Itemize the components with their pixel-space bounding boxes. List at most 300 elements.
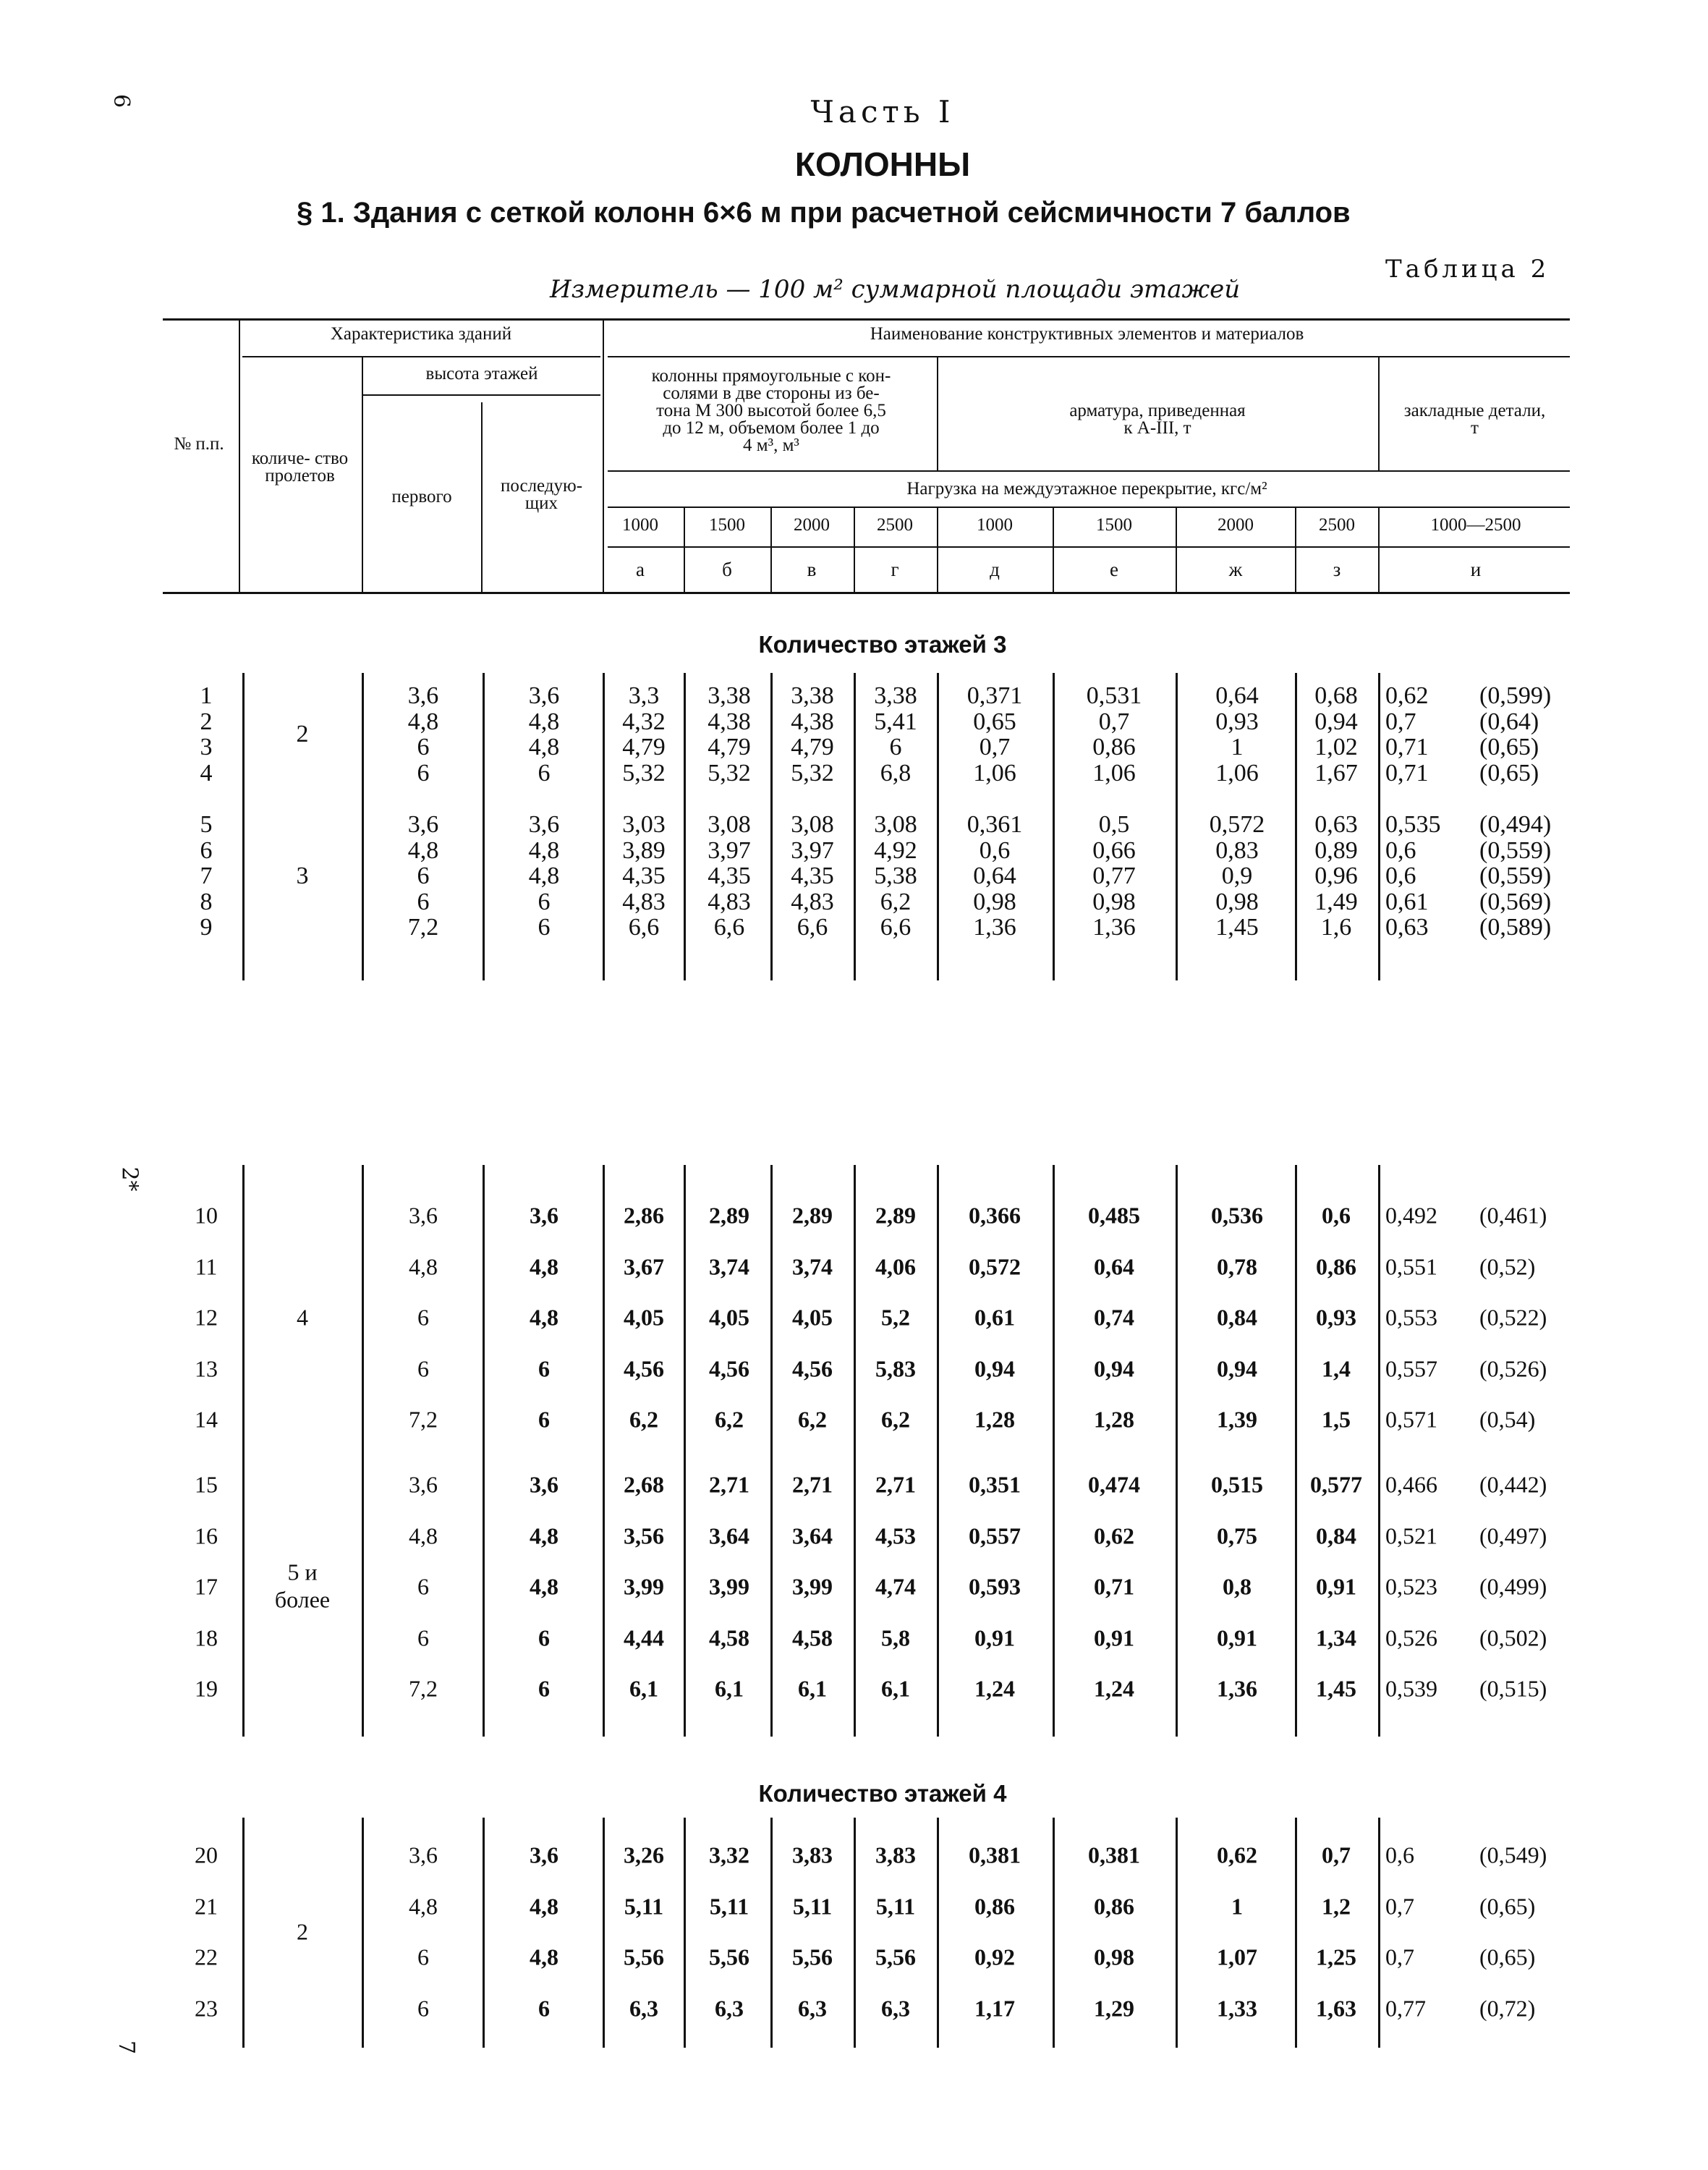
value-cell: 4,74 — [875, 1573, 916, 1600]
embedded-value: 0,77 — [1385, 1995, 1426, 2021]
height-first: 4,8 — [407, 836, 439, 864]
value-cell: 2,71 — [792, 1471, 833, 1498]
embedded-value-alt: (0,559) — [1479, 863, 1552, 889]
value-cell: 1,45 — [1215, 914, 1259, 941]
header-separator — [1053, 508, 1054, 592]
header-floor-height: высота этажей — [425, 364, 538, 383]
header-letter: и — [1470, 559, 1482, 580]
value-cell: 4,05 — [624, 1304, 664, 1331]
value-cell: 0,68 — [1314, 682, 1358, 709]
value-cell: 0,63 — [1314, 811, 1358, 838]
column-rule — [1176, 673, 1178, 980]
row-number: 1 — [200, 682, 213, 709]
value-cell: 6,2 — [880, 888, 912, 915]
value-cell: 5,32 — [622, 759, 666, 787]
value-cell: 2,89 — [792, 1202, 833, 1229]
spans-count: 2 — [296, 721, 309, 748]
value-cell: 0,94 — [1314, 708, 1358, 735]
value-cell: 0,98 — [1215, 888, 1259, 915]
value-cell: 6,2 — [798, 1406, 827, 1433]
spans-count: 4 — [297, 1304, 308, 1331]
header-letter: г — [891, 559, 899, 580]
value-cell: 4,38 — [791, 708, 834, 735]
embedded-value: 0,7 — [1385, 708, 1416, 735]
height-first: 6 — [417, 1355, 429, 1381]
value-cell: 0,94 — [1217, 1355, 1257, 1381]
value-cell: 0,86 — [1316, 1253, 1356, 1279]
row-number: 8 — [200, 888, 213, 915]
value-cell: 0,96 — [1314, 863, 1358, 889]
header-letter: ж — [1228, 559, 1243, 580]
value-cell: 3,26 — [624, 1841, 664, 1868]
value-cell: 0,98 — [1094, 1944, 1134, 1970]
value-cell: 3,67 — [624, 1253, 664, 1279]
value-cell: 5,83 — [875, 1355, 916, 1381]
header-letter: е — [1110, 559, 1118, 580]
value-cell: 0,98 — [1092, 888, 1136, 915]
column-rule — [483, 673, 485, 980]
value-cell: 0,65 — [973, 708, 1016, 735]
column-rule — [1378, 673, 1380, 980]
value-cell: 0,91 — [974, 1624, 1015, 1650]
height-first: 7,2 — [409, 1675, 438, 1702]
header-load-value: 1000 — [977, 515, 1013, 535]
value-cell: 0,86 — [1092, 734, 1136, 760]
value-cell: 1,2 — [1322, 1893, 1351, 1919]
value-cell: 4,83 — [708, 888, 751, 915]
table-label: Таблица 2 — [1385, 255, 1550, 284]
value-cell: 6,6 — [796, 914, 828, 941]
header-load-value: 2000 — [1218, 515, 1254, 535]
header-letter: а — [636, 559, 645, 580]
value-cell: 0,572 — [969, 1253, 1021, 1279]
value-cell: 3,3 — [628, 682, 660, 709]
height-first: 4,8 — [407, 708, 439, 735]
value-cell: 2,89 — [709, 1202, 749, 1229]
value-cell: 6,3 — [629, 1995, 658, 2021]
value-cell: 3,08 — [874, 811, 917, 838]
column-rule — [362, 673, 364, 980]
value-cell: 0,531 — [1086, 682, 1142, 709]
value-cell: 4,92 — [874, 836, 917, 864]
value-cell: 4,05 — [709, 1304, 749, 1331]
height-next: 3,6 — [530, 1471, 558, 1498]
header-load: Нагрузка на междуэтажное перекрытие, кгс/м² — [906, 479, 1267, 499]
value-cell: 0,94 — [1094, 1355, 1134, 1381]
column-rule — [770, 673, 773, 980]
row-number: 4 — [200, 759, 213, 787]
height-next: 4,8 — [528, 836, 560, 864]
value-cell: 4,35 — [622, 863, 666, 889]
value-cell: 0,536 — [1211, 1202, 1263, 1229]
value-cell: 0,64 — [1094, 1253, 1134, 1279]
value-cell: 0,7 — [1098, 708, 1130, 735]
height-first: 3,6 — [409, 1841, 438, 1868]
value-cell: 3,64 — [792, 1522, 833, 1548]
value-cell: 2,71 — [709, 1471, 749, 1498]
value-cell: 3,89 — [622, 836, 666, 864]
spans-count: 5 и — [287, 1559, 318, 1585]
header-letter: б — [722, 559, 732, 580]
column-rule — [684, 673, 686, 980]
embedded-value: 0,6 — [1385, 863, 1416, 889]
value-cell: 0,71 — [1094, 1573, 1134, 1600]
value-cell: 0,77 — [1092, 863, 1136, 889]
height-first: 6 — [417, 734, 430, 760]
header-spans: количе- ство пролетов — [251, 449, 349, 486]
column-rule — [1295, 673, 1297, 980]
embedded-value: 0,571 — [1385, 1406, 1437, 1433]
height-first: 7,2 — [407, 914, 439, 941]
value-cell: 6,6 — [713, 914, 745, 941]
value-cell: 4,79 — [622, 734, 666, 760]
row-number: 6 — [200, 836, 213, 864]
header-separator — [1295, 508, 1296, 592]
value-cell: 1,02 — [1314, 734, 1358, 760]
column-rule — [242, 1165, 245, 1737]
height-next: 3,6 — [528, 811, 560, 838]
header-separator — [684, 508, 685, 592]
value-cell: 1,28 — [1094, 1406, 1134, 1433]
value-cell: 1,39 — [1217, 1406, 1257, 1433]
column-rule — [854, 1818, 856, 2048]
header-first: первого — [391, 487, 452, 507]
embedded-value-alt: (0,65) — [1479, 1893, 1536, 1919]
embedded-value: 0,521 — [1385, 1522, 1437, 1548]
column-rule — [937, 1165, 939, 1737]
value-cell: 0,75 — [1217, 1522, 1257, 1548]
row-number: 21 — [195, 1893, 218, 1919]
spans-count: 2 — [297, 1918, 308, 1945]
header-load-value: 2000 — [794, 515, 830, 535]
embedded-value: 0,551 — [1385, 1253, 1437, 1279]
value-cell: 1,36 — [1092, 914, 1136, 941]
header-columns-desc: колонны прямоугольные с кон- солями в две стороны из бе- тона М 300 высотой более 6,5 до 12 м, объемом более 1 до 4 м³, м³ — [651, 366, 891, 455]
embedded-value: 0,523 — [1385, 1573, 1437, 1600]
value-cell: 4,32 — [622, 708, 666, 735]
height-next: 6 — [538, 759, 551, 787]
column-rule — [1295, 1165, 1297, 1737]
embedded-value-alt: (0,442) — [1479, 1471, 1547, 1498]
row-number: 9 — [200, 914, 213, 941]
value-cell: 0,7 — [1322, 1841, 1351, 1868]
section-title: § 1. Здания с сеткой колонн 6×6 м при расчетной сейсмичности 7 баллов — [297, 197, 1351, 229]
column-rule — [483, 1818, 485, 2048]
row-number: 11 — [195, 1253, 218, 1279]
value-cell: 0,515 — [1211, 1471, 1263, 1498]
value-cell: 4,05 — [792, 1304, 833, 1331]
row-number: 18 — [195, 1624, 218, 1650]
embedded-value: 0,539 — [1385, 1675, 1437, 1702]
value-cell: 1,29 — [1094, 1995, 1134, 2021]
value-cell: 5,32 — [791, 759, 834, 787]
value-cell: 6,6 — [880, 914, 912, 941]
embedded-value: 0,6 — [1385, 836, 1416, 864]
value-cell: 3,03 — [622, 811, 666, 838]
header-letter: д — [990, 559, 1000, 580]
value-cell: 0,84 — [1217, 1304, 1257, 1331]
value-cell: 6,1 — [798, 1675, 827, 1702]
value-cell: 1,24 — [1094, 1675, 1134, 1702]
value-cell: 0,62 — [1094, 1522, 1134, 1548]
value-cell: 0,572 — [1209, 811, 1265, 838]
value-cell: 6,3 — [715, 1995, 744, 2021]
height-first: 4,8 — [409, 1253, 438, 1279]
row-number: 7 — [200, 863, 213, 889]
column-rule — [1053, 1165, 1055, 1737]
column-rule — [1053, 1818, 1055, 2048]
value-cell: 5,32 — [708, 759, 751, 787]
value-cell: 3,74 — [792, 1253, 833, 1279]
value-cell: 5,38 — [874, 863, 917, 889]
header-load-value: 1000 — [622, 515, 658, 535]
value-cell: 0,593 — [969, 1573, 1021, 1600]
value-cell: 3,64 — [709, 1522, 749, 1548]
header-next: последую- щих — [500, 476, 583, 513]
column-rule — [854, 1165, 856, 1737]
value-cell: 0,66 — [1092, 836, 1136, 864]
value-cell: 0,83 — [1215, 836, 1259, 864]
header-rebar: арматура, приведенная к А-III, т — [1069, 401, 1246, 438]
column-rule — [1378, 1818, 1380, 2048]
embedded-value-alt: (0,65) — [1479, 1944, 1536, 1970]
value-cell: 0,557 — [969, 1522, 1021, 1548]
value-cell: 4,58 — [709, 1624, 749, 1650]
value-cell: 4,56 — [792, 1355, 833, 1381]
height-first: 6 — [417, 1573, 429, 1600]
height-next: 4,8 — [528, 863, 560, 889]
height-first: 6 — [417, 1944, 429, 1970]
row-number: 20 — [195, 1841, 218, 1868]
embedded-value-alt: (0,54) — [1479, 1406, 1536, 1433]
row-number: 12 — [195, 1304, 218, 1331]
value-cell: 0,351 — [969, 1471, 1021, 1498]
value-cell: 1,6 — [1320, 914, 1352, 941]
value-cell: 5,11 — [624, 1893, 664, 1919]
header-letter: в — [807, 559, 817, 580]
embedded-value: 0,466 — [1385, 1471, 1437, 1498]
value-cell: 0,61 — [974, 1304, 1015, 1331]
value-cell: 5,41 — [874, 708, 917, 735]
value-cell: 0,8 — [1223, 1573, 1252, 1600]
header-building-char: Характеристика зданий — [330, 324, 512, 344]
value-cell: 3,38 — [874, 682, 917, 709]
embedded-value-alt: (0,499) — [1479, 1573, 1547, 1600]
value-cell: 0,361 — [966, 811, 1023, 838]
value-cell: 1,36 — [973, 914, 1016, 941]
embedded-value: 0,553 — [1385, 1304, 1437, 1331]
height-first: 6 — [417, 888, 430, 915]
header-load-value: 1500 — [709, 515, 745, 535]
height-next: 4,8 — [530, 1944, 558, 1970]
embedded-value: 0,557 — [1385, 1355, 1437, 1381]
column-rule — [483, 1165, 485, 1737]
section-heading: Количество этажей 4 — [758, 1780, 1007, 1807]
row-number: 15 — [195, 1471, 218, 1498]
column-rule — [362, 1165, 364, 1737]
header-embedded: закладные детали, т — [1403, 401, 1546, 438]
value-cell: 1,25 — [1316, 1944, 1356, 1970]
value-cell: 0,93 — [1215, 708, 1259, 735]
value-cell: 0,366 — [969, 1202, 1021, 1229]
value-cell: 3,56 — [624, 1522, 664, 1548]
value-cell: 2,71 — [875, 1471, 916, 1498]
value-cell: 3,99 — [709, 1573, 749, 1600]
embedded-value: 0,61 — [1385, 888, 1429, 915]
value-cell: 3,83 — [875, 1841, 916, 1868]
value-cell: 6,6 — [628, 914, 660, 941]
value-cell: 4,06 — [875, 1253, 916, 1279]
value-cell: 0,7 — [979, 734, 1011, 760]
embedded-value-alt: (0,64) — [1479, 708, 1539, 735]
value-cell: 0,9 — [1221, 863, 1253, 889]
height-next: 6 — [538, 1995, 550, 2021]
height-first: 6 — [417, 759, 430, 787]
row-number: 2 — [200, 708, 213, 735]
height-next: 4,8 — [530, 1573, 558, 1600]
value-cell: 1,63 — [1316, 1995, 1356, 2021]
header-load-value: 2500 — [877, 515, 913, 535]
value-cell: 1,24 — [974, 1675, 1015, 1702]
height-first: 7,2 — [409, 1406, 438, 1433]
value-cell: 0,474 — [1088, 1471, 1140, 1498]
column-rule — [684, 1165, 686, 1737]
value-cell: 0,92 — [974, 1944, 1015, 1970]
row-number: 23 — [195, 1995, 218, 2021]
value-cell: 0,78 — [1217, 1253, 1257, 1279]
value-cell: 4,79 — [708, 734, 751, 760]
height-next: 3,6 — [530, 1202, 558, 1229]
column-rule — [937, 673, 939, 980]
header-separator — [937, 508, 938, 592]
height-next: 6 — [538, 888, 551, 915]
value-cell: 0,5 — [1098, 811, 1130, 838]
height-next: 6 — [538, 1624, 550, 1650]
column-rule — [603, 1818, 605, 2048]
height-first: 6 — [417, 1995, 429, 2021]
value-cell: 3,38 — [708, 682, 751, 709]
value-cell: 1 — [1231, 1893, 1243, 1919]
header-load-value: 1500 — [1096, 515, 1132, 535]
value-cell: 4,83 — [622, 888, 666, 915]
value-cell: 3,38 — [791, 682, 834, 709]
value-cell: 4,83 — [791, 888, 834, 915]
height-first: 4,8 — [409, 1522, 438, 1548]
value-cell: 0,86 — [1094, 1893, 1134, 1919]
height-next: 4,8 — [530, 1304, 558, 1331]
value-cell: 0,62 — [1217, 1841, 1257, 1868]
value-cell: 4,35 — [791, 863, 834, 889]
signature-mark: 2* — [116, 1166, 143, 1192]
column-rule — [1053, 673, 1055, 980]
embedded-value-alt: (0,549) — [1479, 1841, 1547, 1868]
value-cell: 3,32 — [709, 1841, 749, 1868]
unit-caption: Измеритель — 100 м² суммарной площади этажей — [550, 275, 1241, 304]
value-cell: 2,86 — [624, 1202, 664, 1229]
page-number-top: 6 — [109, 93, 135, 109]
value-cell: 5,56 — [709, 1944, 749, 1970]
section-heading: Количество этажей 3 — [758, 631, 1007, 658]
column-rule — [242, 673, 245, 980]
embedded-value: 0,535 — [1385, 811, 1441, 838]
header-no: № п.п. — [174, 434, 224, 454]
height-next: 4,8 — [530, 1253, 558, 1279]
height-next: 3,6 — [528, 682, 560, 709]
value-cell: 1,07 — [1217, 1944, 1257, 1970]
height-next: 3,6 — [530, 1841, 558, 1868]
height-first: 4,8 — [409, 1893, 438, 1919]
value-cell: 0,485 — [1088, 1202, 1140, 1229]
value-cell: 1,4 — [1322, 1355, 1351, 1381]
page-title: КОЛОННЫ — [794, 145, 971, 183]
column-rule — [242, 1818, 245, 2048]
header-load-value: 2500 — [1319, 515, 1355, 535]
value-cell: 6,1 — [629, 1675, 658, 1702]
value-cell: 3,99 — [792, 1573, 833, 1600]
value-cell: 0,84 — [1316, 1522, 1356, 1548]
value-cell: 3,74 — [709, 1253, 749, 1279]
value-cell: 1,06 — [973, 759, 1016, 787]
value-cell: 1,06 — [1092, 759, 1136, 787]
column-rule — [937, 1818, 939, 2048]
value-cell: 0,91 — [1316, 1573, 1356, 1600]
value-cell: 4,38 — [708, 708, 751, 735]
header-elements: Наименование конструктивных элементов и материалов — [870, 324, 1304, 344]
embedded-value-alt: (0,522) — [1479, 1304, 1547, 1331]
embedded-value: 0,492 — [1385, 1202, 1437, 1229]
column-rule — [603, 1165, 605, 1737]
embedded-value-alt: (0,599) — [1479, 682, 1552, 709]
value-cell: 0,86 — [974, 1893, 1015, 1919]
height-first: 3,6 — [407, 811, 439, 838]
value-cell: 0,94 — [974, 1355, 1015, 1381]
value-cell: 2,68 — [624, 1471, 664, 1498]
embedded-value: 0,62 — [1385, 682, 1429, 709]
value-cell: 3,08 — [708, 811, 751, 838]
value-cell: 1,49 — [1314, 888, 1358, 915]
height-next: 6 — [538, 914, 551, 941]
height-first: 6 — [417, 863, 430, 889]
header-separator — [1378, 508, 1380, 592]
value-cell: 3,08 — [791, 811, 834, 838]
height-next: 4,8 — [530, 1522, 558, 1548]
column-rule — [603, 673, 605, 980]
height-next: 6 — [538, 1406, 550, 1433]
column-rule — [684, 1818, 686, 2048]
value-cell: 1,5 — [1322, 1406, 1351, 1433]
header-separator — [854, 508, 855, 592]
value-cell: 6,1 — [715, 1675, 744, 1702]
header-letter: з — [1333, 559, 1341, 580]
value-cell: 5,11 — [875, 1893, 916, 1919]
height-next: 6 — [538, 1355, 550, 1381]
value-cell: 6,8 — [880, 759, 912, 787]
row-number: 16 — [195, 1522, 218, 1548]
value-cell: 5,56 — [624, 1944, 664, 1970]
value-cell: 0,577 — [1310, 1471, 1362, 1498]
value-cell: 4,56 — [624, 1355, 664, 1381]
embedded-value-alt: (0,526) — [1479, 1355, 1547, 1381]
value-cell: 3,99 — [624, 1573, 664, 1600]
embedded-value-alt: (0,502) — [1479, 1624, 1547, 1650]
height-first: 3,6 — [407, 682, 439, 709]
embedded-value-alt: (0,65) — [1479, 734, 1539, 760]
row-number: 10 — [195, 1202, 218, 1229]
value-cell: 5,56 — [792, 1944, 833, 1970]
embedded-value: 0,71 — [1385, 734, 1429, 760]
height-first: 3,6 — [409, 1471, 438, 1498]
value-cell: 6,2 — [715, 1406, 744, 1433]
